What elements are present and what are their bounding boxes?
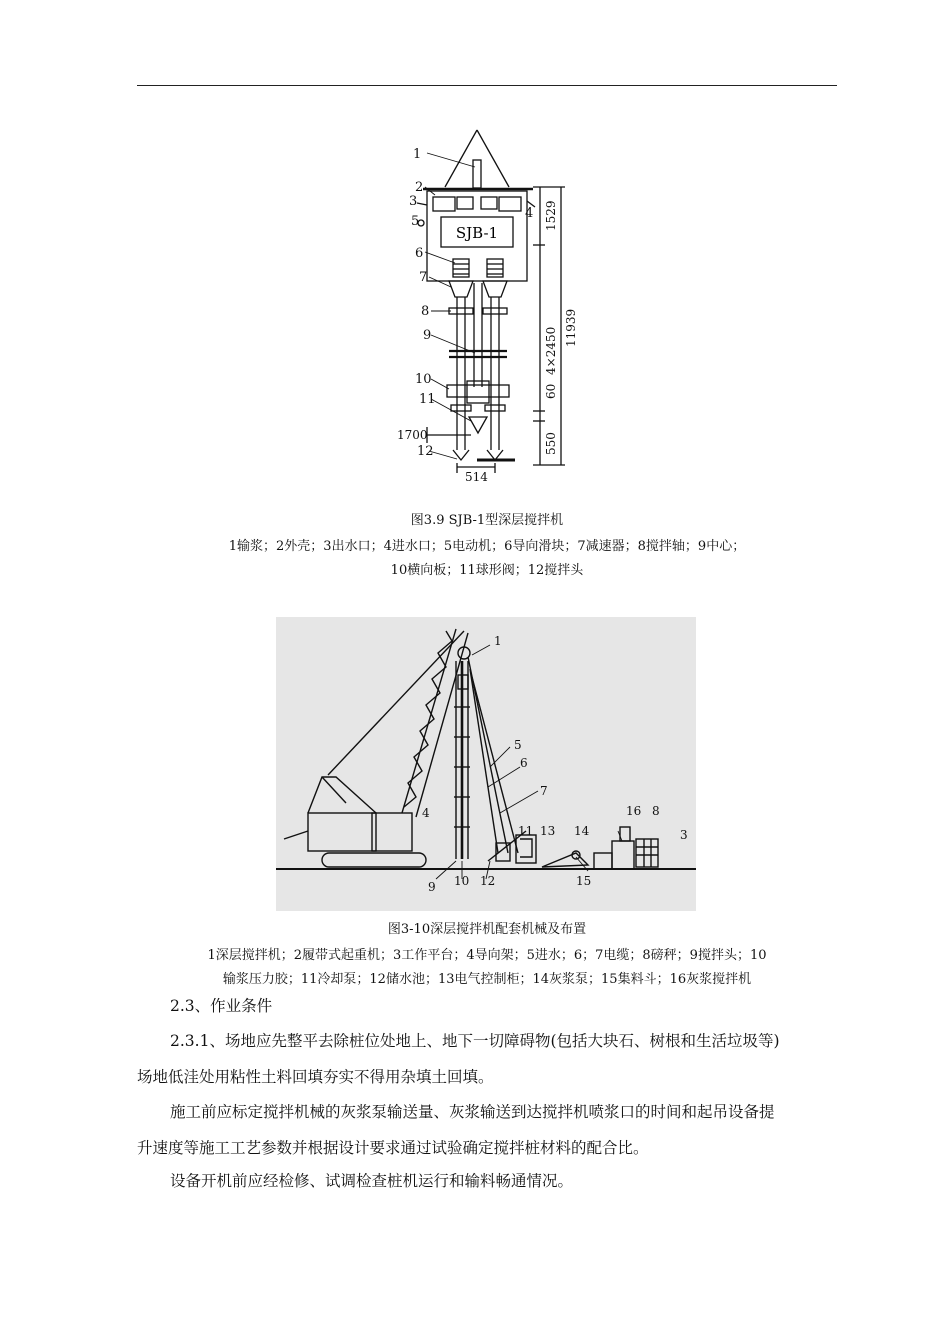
fig1-label-10: 10 <box>415 372 432 387</box>
fig2-label-14: 14 <box>574 824 590 838</box>
figure1-legend-line2: 10横向板；11球形阀；12搅拌头 <box>390 563 584 578</box>
fig1-label-9: 9 <box>423 328 432 343</box>
dim-11939: 11939 <box>564 308 578 347</box>
fig2-label-11: 11 <box>518 824 534 838</box>
dim-1529: 1529 <box>544 200 558 231</box>
fig1-label-4: 4 <box>525 206 534 221</box>
fig2-label-13: 13 <box>540 824 556 838</box>
fig2-label-3: 3 <box>680 828 688 842</box>
figure2-caption: 图3-10深层搅拌机配套机械及布置 <box>387 922 587 937</box>
paragraph-1-line-1: 2.3.1、场地应先整平去除桩位处地上、地下一切障碍物(包括大块石、树根和生活垃圾等) <box>170 1032 780 1050</box>
section-heading: 2.3、作业条件 <box>170 997 273 1015</box>
fig2-label-9: 9 <box>428 880 436 894</box>
fig1-label-1: 1 <box>413 147 422 162</box>
figure-equipment-layout <box>276 617 696 911</box>
figure2-legend-line1: 1深层搅拌机；2履带式起重机；3工作平台；4导向架；5进水；6；7电缆；8磅秤；9搅拌头；10 <box>207 948 767 963</box>
fig2-label-15: 15 <box>576 874 592 888</box>
fig2-label-8: 8 <box>652 804 660 818</box>
dim-514: 514 <box>465 470 488 484</box>
fig2-label-1: 1 <box>494 634 502 648</box>
fig1-label-12: 12 <box>417 444 434 459</box>
fig2-label-7: 7 <box>540 784 548 798</box>
figure1-caption: 图3.9 SJB-1型深层搅拌机 <box>410 513 564 528</box>
fig2-label-10: 10 <box>454 874 470 888</box>
dim-4x2450: 4×2450 <box>544 326 558 375</box>
machine-label: SJB-1 <box>455 224 499 242</box>
paragraph-3: 设备开机前应经检修、试调检查桩机运行和输料畅通情况。 <box>170 1172 574 1190</box>
dim-1700: 1700 <box>397 428 428 442</box>
header-rule <box>137 85 837 86</box>
figure2-legend-line2: 输浆压力胶；11冷却泵；12储水池；13电气控制柜；14灰浆泵；15集料斗；16灰浆搅拌机 <box>222 972 752 987</box>
fig2-label-4: 4 <box>422 806 430 820</box>
dim-60: 60 <box>544 383 558 399</box>
fig1-label-2: 2 <box>415 180 424 195</box>
fig2-label-5: 5 <box>514 738 522 752</box>
figure1-legend-line1: 1输浆；2外壳；3出水口；4进水口；5电动机；6导向滑块；7减速器；8搅拌轴；9中心； <box>228 539 746 554</box>
fig1-label-3: 3 <box>409 194 418 209</box>
fig1-label-11: 11 <box>419 392 436 407</box>
figure-sjb1-diagram <box>385 125 585 500</box>
fig1-label-5: 5 <box>411 214 420 229</box>
dim-550: 550 <box>544 432 558 455</box>
fig1-label-6: 6 <box>415 246 424 261</box>
fig2-label-12: 12 <box>480 874 496 888</box>
paragraph-2-line-1: 施工前应标定搅拌机械的灰浆泵输送量、灰浆输送到达搅拌机喷浆口的时间和起吊设备提 <box>170 1103 775 1121</box>
fig2-label-6: 6 <box>520 756 528 770</box>
paragraph-1-line-2: 场地低洼处用粘性土料回填夯实不得用杂填土回填。 <box>137 1068 494 1086</box>
fig1-label-7: 7 <box>419 270 428 285</box>
paragraph-2-line-2: 升速度等施工工艺参数并根据设计要求通过试验确定搅拌桩材料的配合比。 <box>137 1139 649 1157</box>
fig2-label-16: 16 <box>626 804 642 818</box>
fig1-label-8: 8 <box>421 304 430 319</box>
